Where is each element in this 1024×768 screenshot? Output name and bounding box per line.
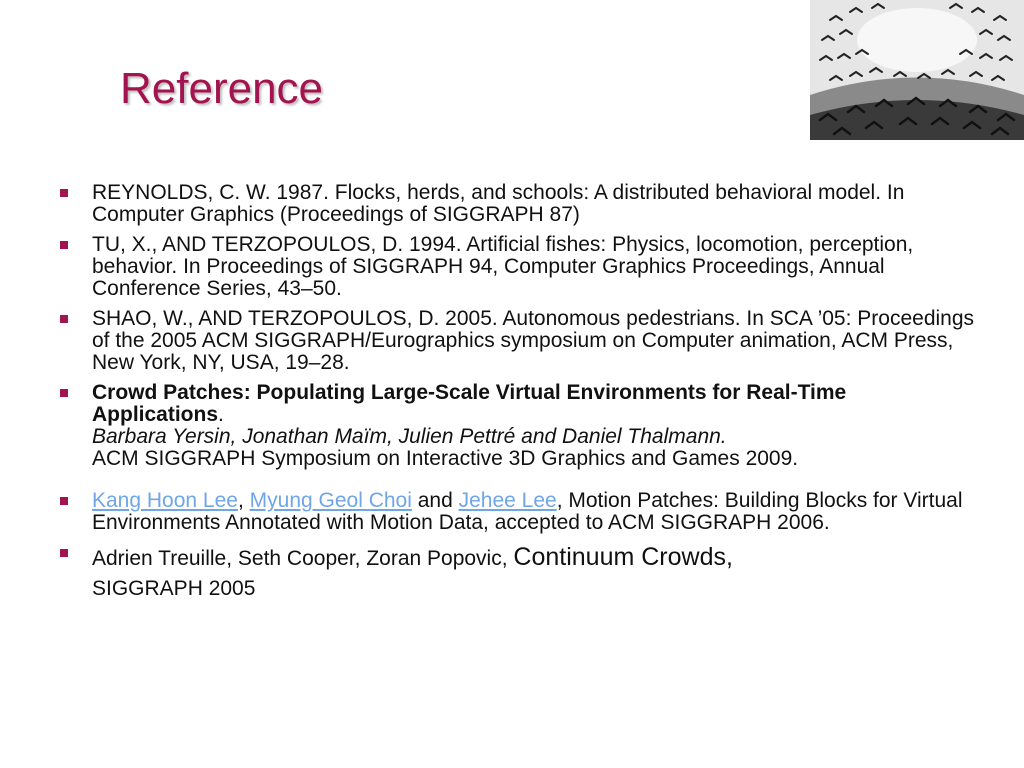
reference-item: [60, 490, 980, 534]
author-separator: and: [411, 489, 459, 512]
reference-item: [60, 182, 980, 226]
bullet-icon: [60, 389, 68, 397]
bullet-icon: [60, 315, 68, 323]
reference-list: [60, 182, 980, 612]
reference-item: [60, 382, 980, 470]
author-separator: ,: [237, 489, 250, 512]
reference-item: [60, 234, 980, 300]
reference-text: [92, 542, 980, 604]
paper-authors: Adrien Treuille, Seth Cooper, Zoran Popovic,: [92, 547, 514, 570]
paper-venue: SIGGRAPH 2005: [92, 577, 256, 600]
bullet-icon: [60, 189, 68, 197]
author-link-myung-geol-choi[interactable]: Myung Geol Choi: [249, 489, 412, 512]
paper-title: Continuum Crowds,: [513, 543, 733, 571]
author-link-kang-hoon-lee[interactable]: Kang Hoon Lee: [92, 489, 238, 512]
paper-details: , Motion Patches: Building Blocks for Virtual Environments Annotated with Motion Data, accepted to ACM SIGGRAPH 2006.: [92, 489, 963, 534]
paper-title: Crowd Patches: Populating Large-Scale Virtual Environments for Real-Time Applications: [92, 381, 847, 426]
page-title: Reference: [120, 64, 324, 113]
reference-item: [60, 542, 980, 604]
reference-text: REYNOLDS, C. W. 1987. Flocks, herds, and schools: A distributed behavioral model. In Computer Graphics (Proceedings of SIGGRAPH 87): [92, 181, 905, 226]
paper-venue: ACM SIGGRAPH Symposium on Interactive 3D Graphics and Games 2009.: [92, 447, 799, 470]
reference-text: [92, 490, 980, 534]
reference-text: SHAO, W., AND TERZOPOULOS, D. 2005. Autonomous pedestrians. In SCA ’05: Proceedings of the 2005 ACM SIGGRAPH/Eurographics symposium on Computer animation, ACM Press, New York, NY, USA, 19–28.: [92, 307, 975, 374]
paper-authors: Barbara Yersin, Jonathan Maïm, Julien Pettré and Daniel Thalmann.: [92, 425, 727, 448]
reference-text: [92, 382, 980, 470]
author-link-jehee-lee[interactable]: Jehee Lee: [458, 489, 557, 512]
bird-flock-engraving-icon: [810, 0, 1024, 140]
bullet-icon: [60, 497, 68, 505]
reference-text: TU, X., AND TERZOPOULOS, D. 1994. Artificial fishes: Physics, locomotion, perception, behavior. In Proceedings of SIGGRAPH 94, Computer Graphics Proceedings, Annual Conference Series, 43–50.: [92, 233, 914, 300]
title-period: .: [218, 403, 224, 426]
bullet-icon: [60, 549, 68, 557]
reference-item: [60, 308, 980, 374]
bullet-icon: [60, 241, 68, 249]
